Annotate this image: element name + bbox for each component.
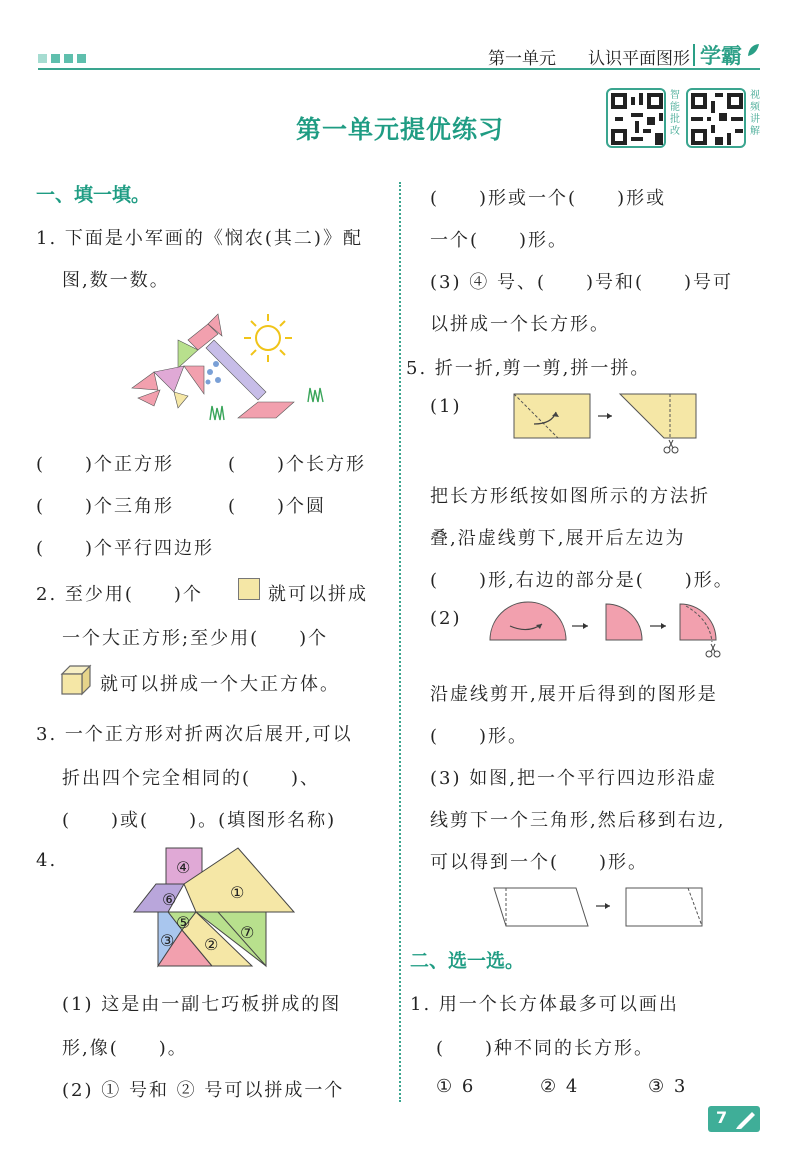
fold-circle-figure <box>488 600 728 662</box>
c1-option-2[interactable]: ② 4 <box>540 1076 580 1097</box>
piece-label: ② <box>204 935 219 954</box>
qr-label-grading: 智能批改 <box>670 90 680 137</box>
q5-text: 可以得到一个( )形。 <box>430 852 649 873</box>
qr-icon <box>691 93 743 145</box>
tangram-house <box>132 846 296 968</box>
c1-text: ( )种不同的长方形。 <box>436 1038 655 1059</box>
poem-tangram-picture <box>118 310 338 434</box>
q4-text: ( )形或一个( )形或 <box>430 188 667 209</box>
q5-part-label: (1) <box>430 396 462 417</box>
c1-text: 1. 用一个长方体最多可以画出 <box>410 994 679 1015</box>
qr-icon <box>611 93 663 145</box>
c1-option-3[interactable]: ③ 3 <box>648 1076 688 1097</box>
q4-text: 形,像( )。 <box>62 1038 188 1059</box>
q1-blank-rectangles[interactable]: ( )个长方形 <box>228 454 367 475</box>
section-heading-choose: 二、选一选。 <box>410 950 525 972</box>
q2-text: 就可以拼成一个大正方体。 <box>100 674 340 695</box>
qr-label-video: 视频讲解 <box>750 90 760 137</box>
q5-text: 线剪下一个三角形,然后移到右边, <box>430 810 726 831</box>
header-brand-bar <box>693 44 695 66</box>
scissors-icon <box>664 440 678 453</box>
piece-label: ① <box>230 883 245 902</box>
column-divider <box>399 182 401 1102</box>
piece-label: ③ <box>160 931 175 950</box>
q2-text: 就可以拼成 <box>268 584 368 605</box>
scissors-icon <box>706 644 720 657</box>
q4-text: (2) ① 号和 ② 号可以拼成一个 <box>62 1080 345 1101</box>
c1-option-1[interactable]: ① 6 <box>436 1076 476 1097</box>
q5-text: ( )形。 <box>430 726 529 747</box>
section-heading-fill: 一、填一填。 <box>36 184 151 206</box>
q3-text: 3. 一个正方形对折两次后展开,可以 <box>36 724 353 745</box>
header-decoration <box>38 54 86 63</box>
q3-text: ( )或( )。(填图形名称) <box>62 810 337 831</box>
q5-text: 把长方形纸按如图所示的方法折 <box>430 486 710 507</box>
q2-text: 2. 至少用( )个 <box>36 584 203 605</box>
q5-text: ( )形,右边的部分是( )形。 <box>430 570 734 591</box>
q1-blank-circles[interactable]: ( )个圆 <box>228 496 327 517</box>
q4-text: 一个( )形。 <box>430 230 569 251</box>
q5-part-label: (2) <box>430 608 462 629</box>
q4-text: (1) 这是由一副七巧板拼成的图 <box>62 994 342 1015</box>
q1-blank-squares[interactable]: ( )个正方形 <box>36 454 175 475</box>
pencil-icon <box>734 1108 758 1130</box>
q1-blank-triangles[interactable]: ( )个三角形 <box>36 496 175 517</box>
page-number: 7 <box>716 1108 728 1127</box>
q3-text: 折出四个完全相同的( )、 <box>62 768 321 789</box>
small-cube-icon <box>60 664 92 696</box>
q4-number: 4. <box>36 850 58 871</box>
piece-label: ④ <box>176 858 191 877</box>
piece-label: ⑥ <box>162 890 177 909</box>
q4-text: (3) ④ 号、( )号和( )号可 <box>430 272 734 293</box>
qr-code-video[interactable] <box>686 88 746 148</box>
header-unit: 第一单元 <box>488 49 556 69</box>
q1-text: 1. 下面是小军画的《悯农(其二)》配 <box>36 228 363 249</box>
piece-label: ⑦ <box>240 923 255 942</box>
fold-rectangle-figure <box>512 390 698 456</box>
q1-text: 图,数一数。 <box>62 270 170 291</box>
piece-label: ⑤ <box>176 913 191 932</box>
q1-blank-parallelograms[interactable]: ( )个平行四边形 <box>36 538 215 559</box>
q5-text: (3) 如图,把一个平行四边形沿虚 <box>430 768 717 789</box>
q4-text: 以拼成一个长方形。 <box>430 314 610 335</box>
qr-code-grading[interactable] <box>606 88 666 148</box>
small-square-icon <box>238 578 260 600</box>
page-title: 第一单元提优练习 <box>295 115 504 144</box>
header-subject: 认识平面图形 <box>588 49 690 69</box>
leaf-icon <box>746 42 760 58</box>
parallelogram-figure <box>492 884 706 930</box>
q5-text: 5. 折一折,剪一剪,拼一拼。 <box>406 358 651 379</box>
q5-text: 叠,沿虚线剪下,展开后左边为 <box>430 528 686 549</box>
q2-text: 一个大正方形;至少用( )个 <box>62 628 329 649</box>
brand-logo: 学霸 <box>700 44 742 68</box>
q5-text: 沿虚线剪开,展开后得到的图形是 <box>430 684 718 705</box>
